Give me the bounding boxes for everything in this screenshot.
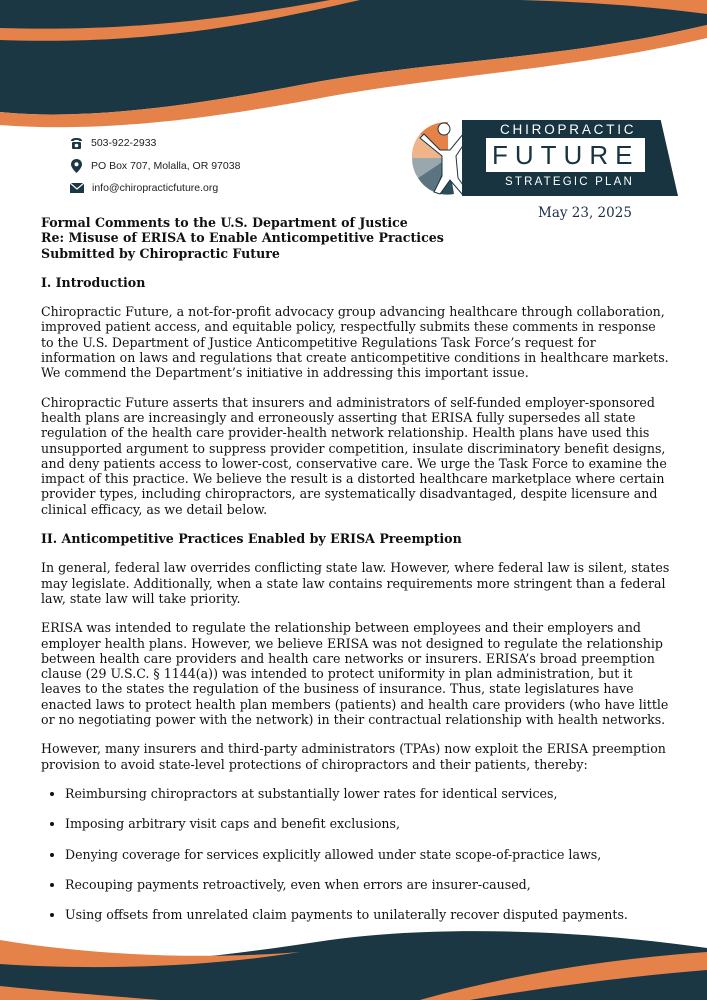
section-2-paragraph-3: However, many insurers and third-party administrators (TPAs) now exploit the ERISA preemption provision to avoid state-level protections of chiropractors and their patients, thereby: [41,741,666,772]
section-1-paragraph-2: Chiropractic Future asserts that insurers and administrators of self-funded employer-sponsored health plans are increasingly and erroneously asserting that ERISA fully supersedes all state regulation of the health care provider-health network relationship. Health plans have used this unsupported argument to suppress provider competition, insulate discriminatory benefit designs, and deny patients access to lower-cost, conservative care. We urge the Task Force to examine the impact of this practice. We believe the result is a distorted healthcare marketplace where certain provider types, including chiropractors, are systematically disadvantaged, despite licensure and clinical efficacy, as we detail below. [41,394,667,517]
bottom-wave-decoration [0,900,707,1000]
chiropractic-future-logo [410,118,680,198]
header-line-3: Submitted by Chiropractic Future [41,245,280,261]
list-item: • Using offsets from unrelated claim payments to unilaterally recover disputed payments. [65,907,671,922]
section-1-paragraph-1: Chiropractic Future, a not-for-profit advocacy group advancing healthcare through collaboration, improved patient access, and equitable policy, respectfully submits these comments in response to the U.S. Department of Justice Anticompetitive Regulations Task Force’s request for information on laws and regulations that create anticompetitive conditions in healthcare markets. We commend the Department’s initiative in addressing this important issue. [41,304,669,381]
list-item: • Reimbursing chiropractors at substantially lower rates for identical services, [65,786,671,801]
letter-date: May 23, 2025 [538,205,632,221]
envelope-icon [70,183,84,193]
contact-address [70,159,240,173]
list-item: • Imposing arbitrary visit caps and benefit exclusions, [65,816,671,831]
logo-text-strategic-plan: STRATEGIC PLAN [505,176,634,188]
email-address[interactable]: info@chiropracticfuture.org [92,182,219,194]
contact-phone [70,137,156,149]
phone-icon [70,138,83,149]
header-line-2: Re: Misuse of ERISA to Enable Anticompetitive Practices [41,230,444,246]
logo-text-chiropractic: CHIROPRACTIC [500,122,637,137]
mailing-address: PO Box 707, Molalla, OR 97038 [91,160,241,172]
phone-number[interactable]: 503-922-2933 [91,137,157,149]
location-pin-icon [70,159,83,173]
logo-text-future: FUTURE [486,138,645,172]
list-item: • Denying coverage for services explicitly allowed under state scope-of-practice laws, [65,847,671,862]
section-2-paragraph-1: In general, federal law overrides conflicting state law. However, where federal law is silent, states may legislate. Additionally, when a state law contains requirements more stringent than a federal law, state law will take priority. [41,560,670,606]
letter-body [41,215,671,937]
section-2-title: II. Anticompetitive Practices Enabled by ERISA Preemption [41,531,462,547]
contact-email [70,182,218,194]
section-1-title: I. Introduction [41,274,146,290]
header-line-1: Formal Comments to the U.S. Department of Justice [41,215,408,230]
list-item: • Recouping payments retroactively, even when errors are insurer-caused, [65,877,671,892]
section-2-paragraph-2: ERISA was intended to regulate the relationship between employees and their employers and employer health plans. However, we believe ERISA was not designed to regulate the relationship between health care providers and health care networks or insurers. ERISA’s broad preemption clause (29 U.S.C. § 1144(a)) was intended to protect uniformity in plan administration, but it leaves to the states the regulation of the business of insurance. Thus, state legislatures have enacted laws to protect health plan members (patients) and health care providers (who have little or no negotiating power with the network) in their contractual relationship with health networks. [41,620,669,728]
